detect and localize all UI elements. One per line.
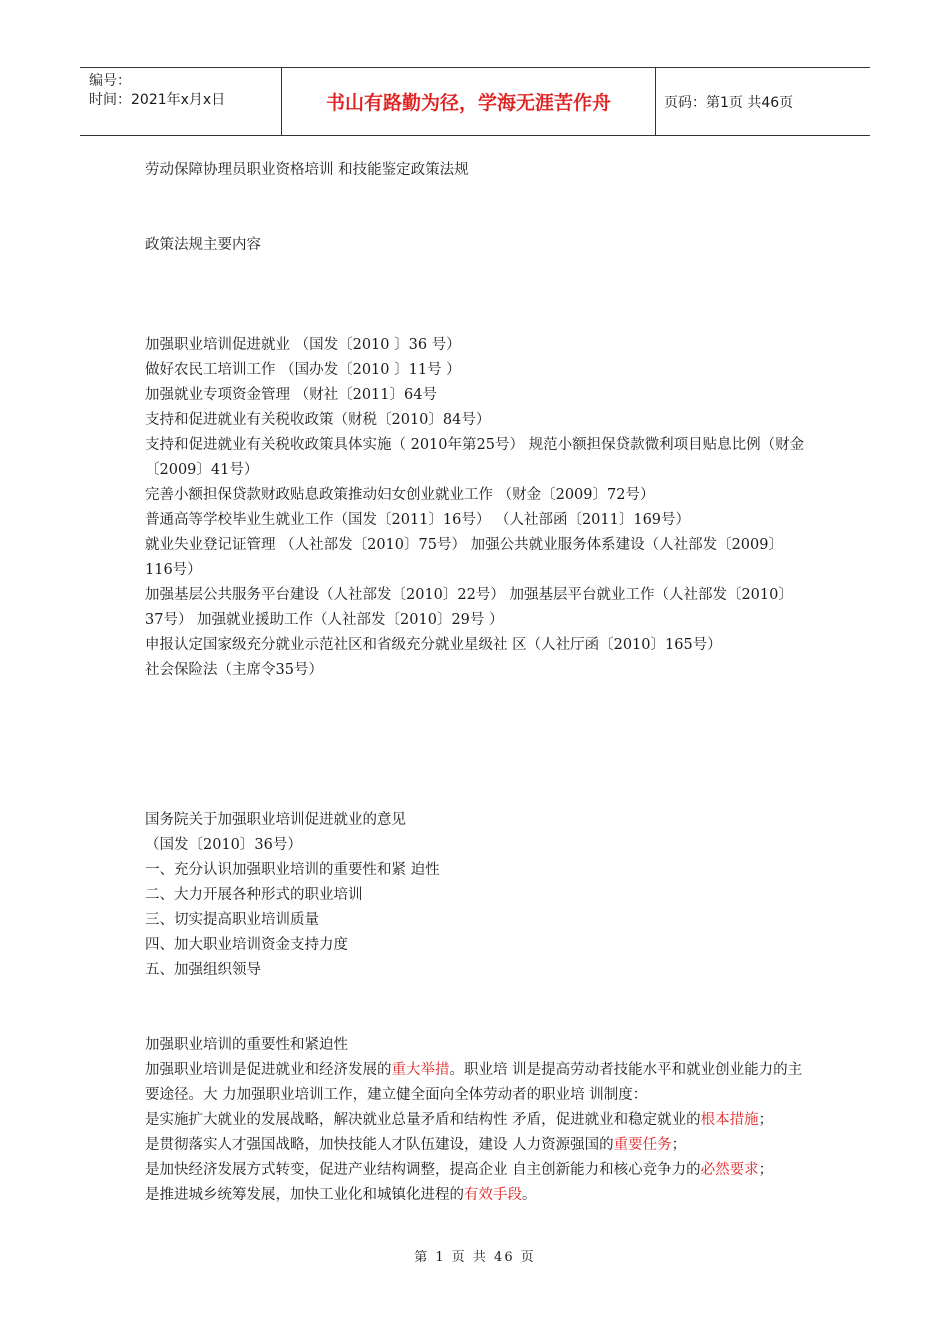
- number-label: 编号：: [89, 73, 131, 89]
- text-span: 是贯彻落实人才强国战略，加快技能人才队伍建设，建设 人力资源强国的: [145, 1137, 614, 1153]
- policy-line: 完善小额担保贷款财政贴息政策推动妇女创业就业工作 （财金〔2009〕72号）: [145, 487, 655, 503]
- page-header: [80, 67, 870, 136]
- importance-point: [145, 1133, 810, 1158]
- opinion-item: 五、加强组织领导: [145, 962, 261, 978]
- page-footer: 第 1 页 共 46 页: [414, 1250, 536, 1265]
- text-span: ；: [758, 1112, 774, 1128]
- text-span: 。职业培 训是提高劳动者技能水平和就业创业能力的主要途径。大 力加强职业培训工作，建立健全面向全体劳动者的职业培 训制度：: [145, 1062, 803, 1103]
- policy-line: 加强基层公共服务平台建设（人社部发〔2010〕22号） 加强基层平台就业工作（人社部发〔2010〕37号） 加强就业援助工作（人社部发〔2010〕29号 ）: [145, 587, 793, 628]
- text-span: ；: [671, 1137, 687, 1153]
- text-span: ；: [758, 1162, 774, 1178]
- policy-line: 支持和促进就业有关税收政策（财税〔2010〕84号）: [145, 412, 491, 428]
- time-label: 时间：2021年x月x日: [89, 92, 226, 108]
- policy-line: 普通高等学校毕业生就业工作（国发〔2011〕16号） （人社部函〔2011〕169号）: [145, 512, 691, 528]
- document-body: [145, 158, 810, 1208]
- policy-line: 支持和促进就业有关税收政策具体实施（ 2010年第25号） 规范小额担保贷款微利项目贴息比例（财金〔2009〕41号）: [145, 437, 805, 478]
- header-motto: 书山有路勤为径，学海无涯苦作舟: [282, 68, 656, 135]
- importance-point: [145, 1183, 810, 1208]
- opinion-item: 四、加大职业培训资金支持力度: [145, 937, 348, 953]
- highlight-span: 重要任务: [613, 1137, 672, 1153]
- text-span: 是加快经济发展方式转变，促进产业结构调整，提高企业 自主创新能力和核心竞争力的: [145, 1162, 701, 1178]
- doc-title: 劳动保障协理员职业资格培训 和技能鉴定政策法规: [145, 162, 469, 178]
- highlight-span: 根本措施: [700, 1112, 759, 1128]
- importance-paragraph: [145, 1058, 810, 1108]
- opinion-item: 一、充分认识加强职业培训的重要性和紧 迫性: [145, 862, 440, 878]
- header-page-info: 页码：第1页 共46页: [664, 94, 794, 111]
- text-span: 是推进城乡统筹发展，加快工业化和城镇化进程的: [145, 1187, 464, 1203]
- highlight-span: 有效手段: [464, 1187, 522, 1203]
- text-span: 加强职业培训是促进就业和经济发展的: [145, 1062, 392, 1078]
- importance-heading: 加强职业培训的重要性和紧迫性: [145, 1037, 348, 1053]
- section-heading: 政策法规主要内容: [145, 237, 261, 253]
- policy-line: 加强职业培训促进就业 （国发〔2010 〕36 号）: [145, 337, 461, 353]
- importance-point: [145, 1158, 810, 1183]
- text-span: 是实施扩大就业的发展战略，解决就业总量矛盾和结构性 矛盾，促进就业和稳定就业的: [145, 1112, 701, 1128]
- policy-line: 加强就业专项资金管理 （财社〔2011〕64号: [145, 387, 437, 403]
- policy-line: 就业失业登记证管理 （人社部发〔2010〕75号） 加强公共就业服务体系建设（人社部发〔2009〕116号）: [145, 537, 783, 578]
- opinion-item: 三、切实提高职业培训质量: [145, 912, 319, 928]
- opinion-title: 国务院关于加强职业培训促进就业的意见: [145, 812, 406, 828]
- highlight-span: 必然要求: [700, 1162, 759, 1178]
- opinion-doc-no: （国发〔2010〕36号）: [145, 837, 302, 853]
- opinion-item: 二、大力开展各种形式的职业培训: [145, 887, 363, 903]
- highlight-span: 重大举措: [391, 1062, 450, 1078]
- importance-point: [145, 1108, 810, 1133]
- text-span: 。: [522, 1187, 537, 1203]
- header-meta: [80, 68, 282, 135]
- policy-line: 做好农民工培训工作 （国办发〔2010 〕11号 ）: [145, 362, 461, 378]
- policy-line: 申报认定国家级充分就业示范社区和省级充分就业星级社 区（人社厅函〔2010〕165号）: [145, 637, 722, 653]
- policy-line: 社会保险法（主席令35号）: [145, 662, 323, 678]
